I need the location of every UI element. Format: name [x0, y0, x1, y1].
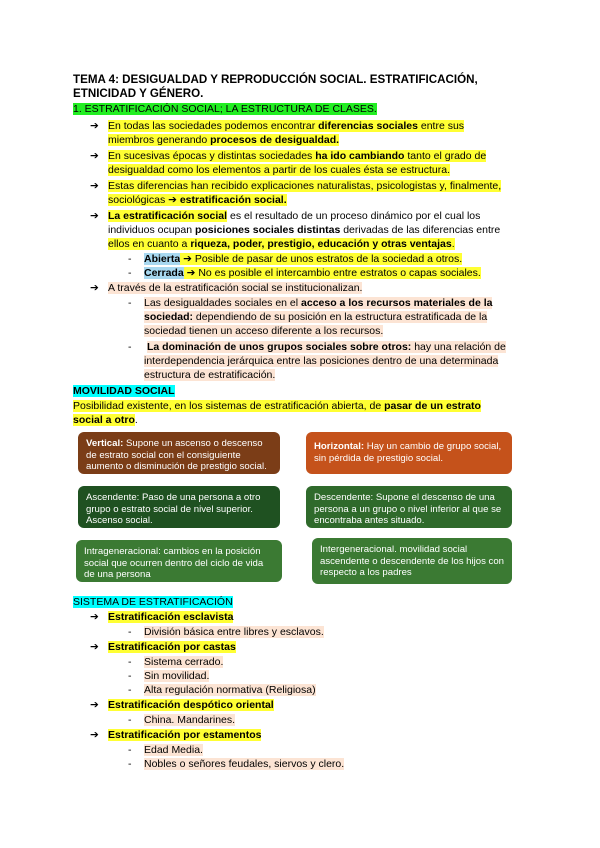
- intergeneracional-box: Intergeneracional. movilidad social ascendente o descendente de los hijos con respecto a los padres: [312, 538, 512, 584]
- bullet4-line2: individuos ocupan posiciones sociales distintas derivadas de las diferencias entre: [108, 224, 501, 236]
- bullet1-line1: En todas las sociedades podemos encontrar diferencias sociales entre sus: [108, 120, 465, 132]
- bullet5-sub1-line2: sociedad: dependiendo de su posición en la estructura estratificada de la: [144, 311, 488, 323]
- movilidad-heading: MOVILIDAD SOCIAL: [73, 385, 175, 397]
- abierta-item: Abierta ➔ Posible de pasar de unos estratos de la sociedad a otros.: [144, 253, 463, 265]
- despotico-item: Estratificación despótico oriental: [108, 699, 274, 711]
- castas-detail-1: Sistema cerrado.: [144, 656, 224, 668]
- intrageneracional-box: Intrageneracional: cambios en la posición social que ocurren dentro del ciclo de vida de una persona: [76, 540, 282, 582]
- dash-bullet: -: [128, 744, 132, 756]
- arrow-icon: ➔: [90, 699, 99, 711]
- bullet3-line2: sociológicas ➔ estratificación social.: [108, 194, 287, 206]
- cerrada-item: Cerrada ➔ No es posible el intercambio entre estratos o capas sociales.: [144, 267, 481, 279]
- sistema-heading: SISTEMA DE ESTRATIFICACIÓN: [73, 596, 233, 608]
- castas-detail-2: Sin movilidad.: [144, 670, 210, 682]
- bullet1-line2: miembros generando procesos de desigualdad.: [108, 134, 340, 146]
- bullet5-sub2-line3: estructura de estratificación.: [144, 369, 276, 381]
- dash-bullet: -: [128, 670, 132, 682]
- movilidad-line2: social a otro.: [73, 414, 138, 426]
- dash-bullet: -: [128, 253, 132, 265]
- arrow-icon: ➔: [90, 729, 99, 741]
- esclavista-detail: División básica entre libres y esclavos.: [144, 626, 324, 638]
- movilidad-line1: Posibilidad existente, en los sistemas de estratificación abierta, de pasar de un estrato: [73, 400, 481, 412]
- bullet4-line1: La estratificación social es el resultado de un proceso dinámico por el cual los: [108, 210, 481, 222]
- horizontal-mobility-box: Horizontal: Hay un cambio de grupo social, sin pérdida de prestigio social.: [306, 432, 512, 474]
- bullet2-line1: En sucesivas épocas y distintas sociedades ha ido cambiando tanto el grado de: [108, 150, 487, 162]
- bullet4-line3: ellos en cuanto a riqueza, poder, prestigio, educación y otras ventajas.: [108, 238, 455, 250]
- arrow-icon: ➔: [90, 282, 99, 294]
- bullet5-line1: A través de la estratificación social se institucionalizan.: [108, 282, 363, 294]
- despotico-detail: China. Mandarines.: [144, 714, 236, 726]
- dash-bullet: -: [128, 297, 132, 309]
- arrow-icon: ➔: [90, 150, 99, 162]
- bullet5-sub1-line1: Las desigualdades sociales en el acceso a los recursos materiales de la: [144, 297, 493, 309]
- dash-bullet: -: [128, 656, 132, 668]
- descendente-box: Descendente: Supone el descenso de una persona a un grupo o nivel inferior al que se encontraba antes situado.: [306, 486, 512, 528]
- bullet3-line1: Estas diferencias han recibido explicaciones naturalistas, psicologistas y, finalmente,: [108, 180, 502, 192]
- dash-bullet: -: [128, 626, 132, 638]
- dash-bullet: -: [128, 714, 132, 726]
- dash-bullet: -: [128, 758, 132, 770]
- bullet5-sub1-line3: sociedad tienen un acceso diferente a los recursos.: [144, 325, 384, 337]
- vertical-mobility-box: Vertical: Supone un ascenso o descenso de estrato social con el consiguiente aumento o disminución de prestigio social.: [78, 432, 280, 474]
- arrow-icon: ➔: [90, 180, 99, 192]
- bullet5-sub2-line1: La dominación de unos grupos sociales sobre otros: hay una relación de: [147, 341, 506, 353]
- dash-bullet: -: [128, 267, 132, 279]
- bullet2-line2: desigualdad como los elementos a partir de los cuales ésta se estructura.: [108, 164, 451, 176]
- estamentos-detail-1: Edad Media.: [144, 744, 203, 756]
- estamentos-item: Estratificación por estamentos: [108, 729, 262, 741]
- bullet5-sub2-line2: interdependencia jerárquica entre las posiciones dentro de una determinada: [144, 355, 499, 367]
- castas-item: Estratificación por castas: [108, 641, 236, 653]
- dash-bullet: -: [128, 684, 132, 696]
- section1-heading: 1. ESTRATIFICACIÓN SOCIAL; LA ESTRUCTURA DE CLASES.: [73, 103, 377, 115]
- dash-bullet: -: [128, 341, 132, 353]
- estamentos-detail-2: Nobles o señores feudales, siervos y clero.: [144, 758, 345, 770]
- castas-detail-3: Alta regulación normativa (Religiosa): [144, 684, 316, 696]
- arrow-icon: ➔: [90, 210, 99, 222]
- arrow-icon: ➔: [90, 611, 99, 623]
- ascendente-box: Ascendente: Paso de una persona a otro grupo o estrato social de nivel superior. Ascenso social.: [78, 486, 280, 528]
- document-title-line2: ETNICIDAD Y GÉNERO.: [73, 87, 204, 100]
- document-title-line1: TEMA 4: DESIGUALDAD Y REPRODUCCIÓN SOCIAL. ESTRATIFICACIÓN,: [73, 73, 478, 86]
- esclavista-item: Estratificación esclavista: [108, 611, 234, 623]
- arrow-icon: ➔: [90, 641, 99, 653]
- arrow-icon: ➔: [90, 120, 99, 132]
